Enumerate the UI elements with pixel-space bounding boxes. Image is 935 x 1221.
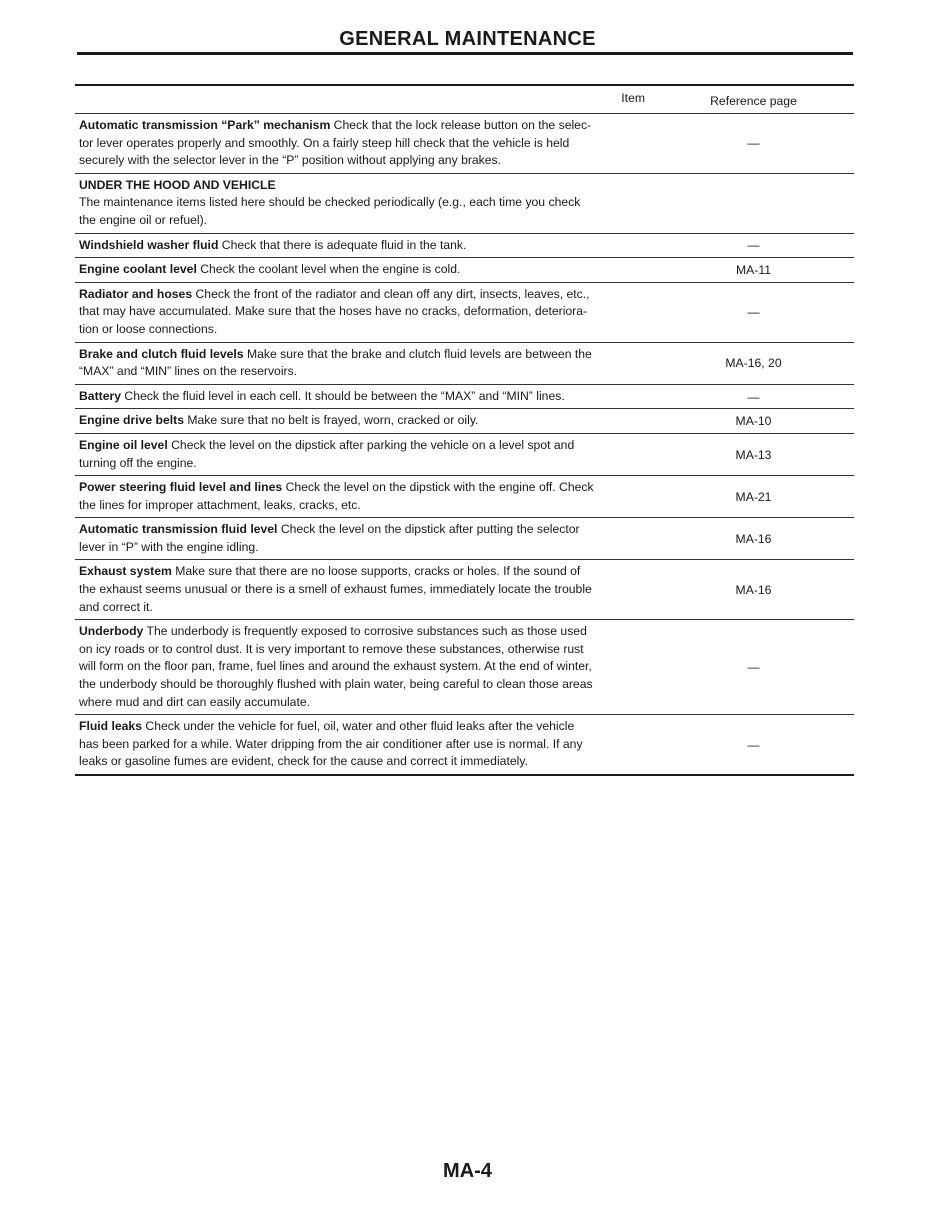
table-row — [75, 114, 854, 174]
reference-cell: MA-10 — [735, 414, 772, 429]
page-number: MA-4 — [443, 1160, 492, 1182]
table-header — [75, 86, 854, 114]
reference-cell: — — [747, 389, 760, 404]
item-description: Check the fluid level in each cell. It should be between the “MAX” and “MIN” lines. — [121, 388, 565, 403]
item-cell — [75, 715, 653, 774]
header-reference: Reference page — [710, 94, 797, 108]
item-cell — [75, 476, 653, 517]
maintenance-table — [75, 84, 854, 776]
item-heading: Exhaust system — [79, 564, 172, 579]
table-row — [75, 560, 854, 620]
table-row — [75, 409, 854, 434]
item-heading: Battery — [79, 388, 121, 403]
item-heading: Engine drive belts — [79, 413, 184, 428]
item-cell — [75, 518, 653, 559]
item-cell — [75, 174, 653, 233]
item-heading: UNDER THE HOOD AND VEHICLE — [79, 177, 276, 192]
table-row — [75, 234, 854, 259]
item-text — [79, 521, 645, 556]
item-heading: Radiator and hoses — [79, 286, 193, 301]
table-row — [75, 283, 854, 343]
item-heading: Power steering fluid level and lines — [79, 480, 283, 495]
item-cell — [75, 434, 653, 475]
table-row — [75, 174, 854, 234]
item-heading: Windshield washer fluid — [79, 237, 219, 252]
item-cell — [75, 343, 653, 384]
item-heading: Automatic transmission “Park” mechanism — [79, 118, 331, 132]
reference-cell: — — [747, 238, 760, 253]
item-cell — [75, 385, 653, 409]
item-description: Make sure that the brake and clutch fluid levels are between the “MAX” and “MIN” lines on the reservoirs. — [79, 346, 592, 379]
reference-cell: — — [747, 660, 760, 675]
reference-cell: — — [747, 737, 760, 752]
item-description: Check that there is adequate fluid in the tank. — [218, 237, 467, 252]
reference-cell: MA-16 — [735, 582, 772, 597]
item-text — [79, 563, 645, 616]
item-description: Make sure that there are no loose supports, cracks or holes. If the sound of the exhaust seems unusual or there is a smell of exhaust fumes, immediately locate the trouble and correct it. — [79, 564, 592, 614]
item-heading: Engine coolant level — [79, 262, 197, 277]
table-row — [75, 385, 854, 410]
table-row — [75, 476, 854, 518]
item-text — [79, 261, 645, 279]
item-heading: Automatic transmission fluid level — [79, 522, 278, 537]
reference-cell: MA-13 — [735, 447, 772, 462]
table-row — [75, 518, 854, 560]
item-heading: Fluid leaks — [79, 719, 142, 734]
page-title: GENERAL MAINTENANCE — [339, 28, 596, 50]
item-cell — [75, 409, 653, 433]
reference-cell: MA-16, 20 — [725, 356, 782, 371]
reference-cell: — — [747, 305, 760, 320]
item-cell — [75, 234, 653, 258]
item-description: Check under the vehicle for fuel, oil, water and other fluid leaks after the vehicle has been parked for a while. Water dripping from the air conditioner after use is normal. If any leaks or gasoline fumes are evident, check for the cause and correct it immediately. — [79, 719, 583, 769]
item-description: Check the front of the radiator and clean off any dirt, insects, leaves, etc., that may have accumulated. Make sure that the hoses have no cracks, deformation, deteriora- tion or loose connections. — [79, 286, 590, 336]
item-description: Check the level on the dipstick after putting the selector lever in “P” with the engine idling. — [79, 522, 580, 554]
item-text — [79, 177, 645, 230]
table-body — [75, 114, 854, 774]
reference-cell: MA-21 — [735, 489, 772, 504]
header-item: Item — [621, 90, 645, 105]
item-text — [79, 412, 645, 430]
item-cell — [75, 258, 653, 282]
item-text — [79, 286, 645, 339]
item-heading: Brake and clutch fluid levels — [79, 346, 244, 361]
table-row — [75, 434, 854, 476]
item-description: The maintenance items listed here should be checked periodically (e.g., each time you check the engine oil or refuel). — [79, 195, 581, 227]
reference-cell: MA-16 — [735, 531, 772, 546]
item-cell — [75, 560, 653, 619]
item-text — [79, 117, 645, 170]
title-rule — [77, 52, 853, 55]
item-heading: Underbody — [79, 624, 144, 639]
item-description: Check the level on the dipstick after parking the vehicle on a level spot and turning off the engine. — [79, 437, 575, 470]
item-cell — [75, 114, 653, 173]
table-row — [75, 343, 854, 385]
item-text — [79, 346, 645, 381]
item-heading: Engine oil level — [79, 437, 168, 452]
item-cell — [75, 283, 653, 342]
item-cell — [75, 620, 653, 714]
item-description: Check the coolant level when the engine is cold. — [196, 262, 461, 277]
reference-cell — [653, 174, 854, 233]
item-text — [79, 718, 645, 771]
item-description: Check that the lock release button on the selec- tor lever operates properly and smoothly. On a fairly steep hill check that the vehicle is held securely with the selector lever in the “P” position without applying any brakes. — [79, 118, 592, 168]
item-text — [79, 437, 645, 472]
reference-cell: MA-11 — [736, 262, 771, 277]
reference-cell: — — [747, 136, 760, 151]
item-text — [79, 237, 645, 255]
item-text — [79, 623, 645, 711]
item-text — [79, 479, 645, 514]
table-row — [75, 715, 854, 774]
item-description: The underbody is frequently exposed to corrosive substances such as those used on icy roads or to control dust. It is very important to remove these substances, otherwise rust will form on the floor pan, frame, fuel lines and around the exhaust system. At the end of winter, the underbody should be thoroughly flushed with plain water, being careful to clean those areas where mud and dirt can easily accumulate. — [79, 624, 593, 709]
table-row — [75, 258, 854, 283]
item-description: Make sure that no belt is frayed, worn, cracked or oily. — [183, 413, 479, 428]
item-description: Check the level on the dipstick with the engine off. Check the lines for improper attachment, leaks, cracks, etc. — [79, 480, 594, 512]
item-text — [79, 388, 645, 406]
table-row — [75, 620, 854, 715]
